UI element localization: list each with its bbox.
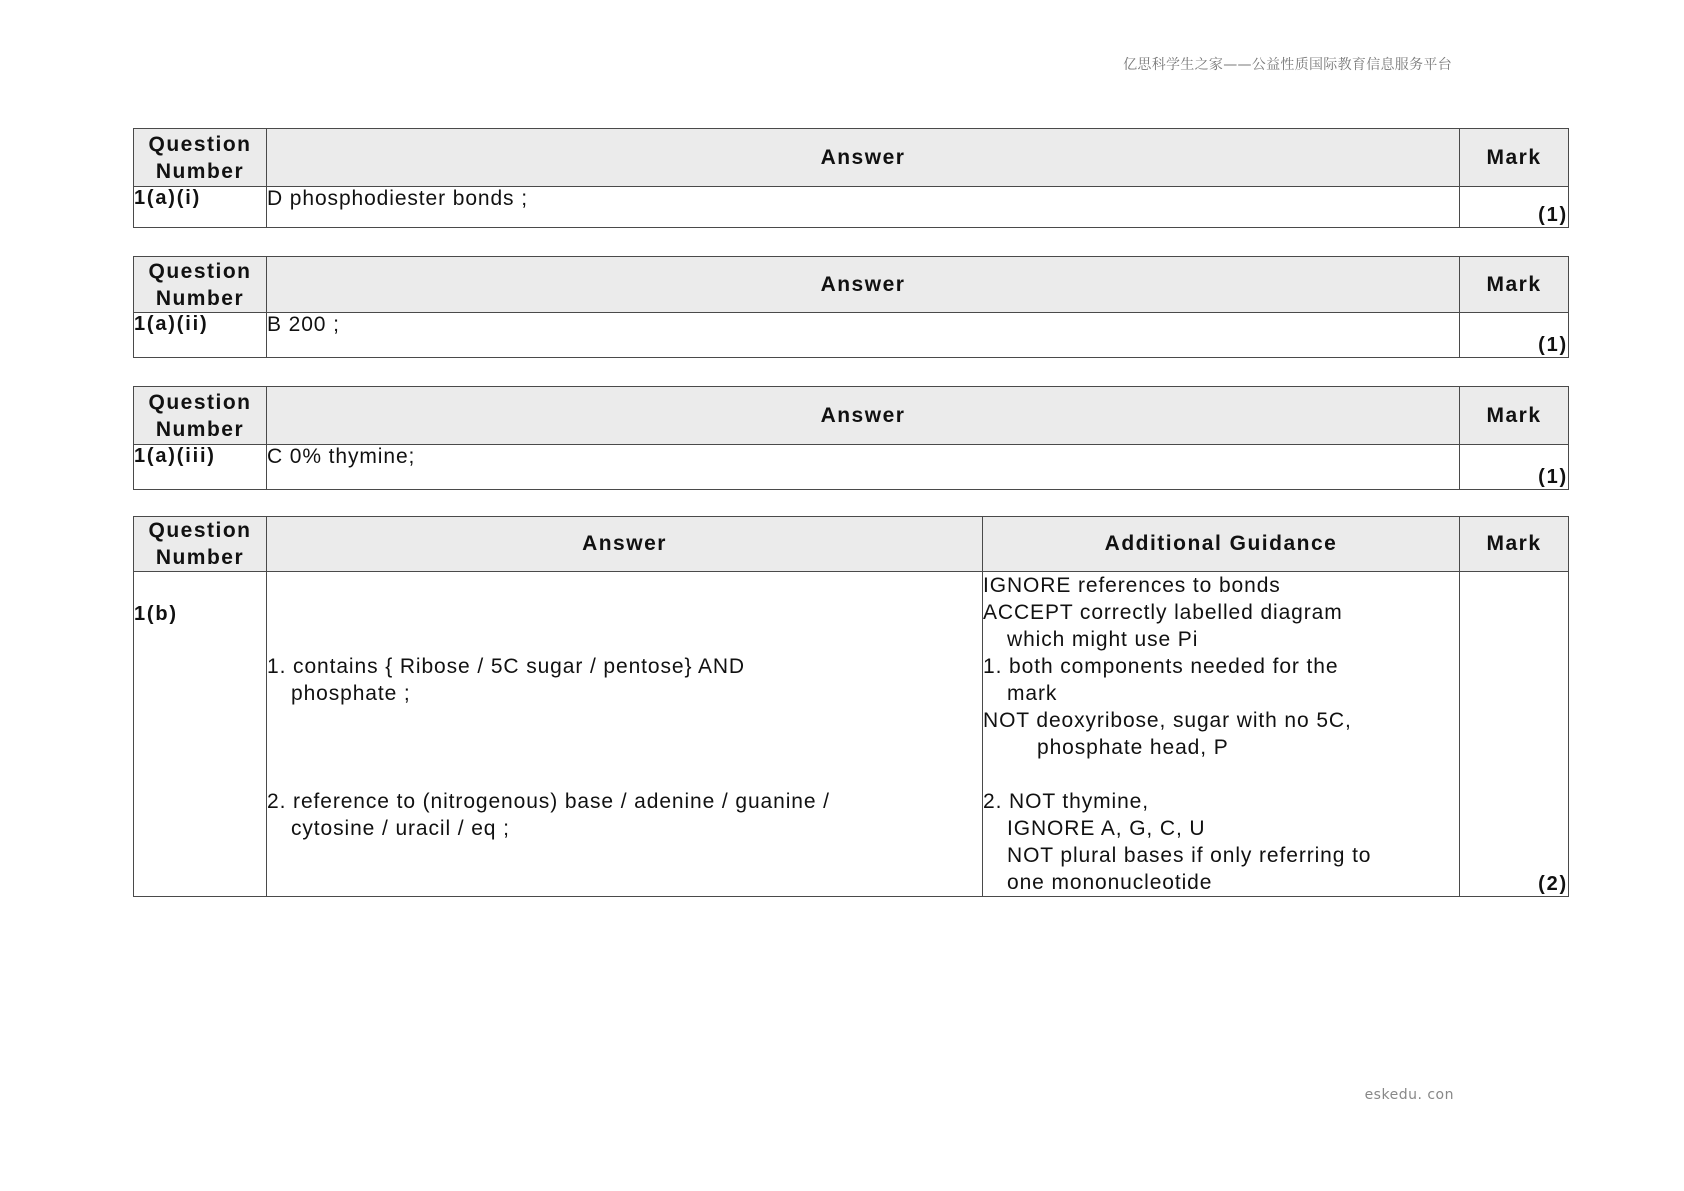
mark-value: (2) xyxy=(1460,572,1569,897)
answer-cell xyxy=(267,572,983,897)
answer-text: C 0% thymine; xyxy=(267,445,1460,490)
answer-point-2-cont: cytosine / uracil / eq ; xyxy=(291,817,510,840)
mark-value: (1) xyxy=(1460,187,1569,228)
question-number: 1(b) xyxy=(134,572,267,897)
guidance-line: NOT deoxyribose, sugar with no 5C, xyxy=(983,709,1352,732)
mark-scheme-table-1a-iii xyxy=(133,386,1569,490)
guidance-line: mark xyxy=(1007,682,1058,705)
question-number: 1(a)(iii) xyxy=(134,445,267,490)
guidance-line: which might use Pi xyxy=(1007,628,1199,651)
answer-point-1-cont: phosphate ; xyxy=(291,682,411,705)
question-number-header: Question Number xyxy=(134,129,267,187)
additional-guidance-cell xyxy=(983,572,1460,897)
guidance-line: 2. NOT thymine, xyxy=(983,790,1149,813)
question-number-header: Question Number xyxy=(134,517,267,572)
guidance-line: IGNORE references to bonds xyxy=(983,574,1281,597)
mark-header: Mark xyxy=(1460,517,1569,572)
question-number: 1(a)(i) xyxy=(134,187,267,228)
guidance-line: IGNORE A, G, C, U xyxy=(1007,817,1206,840)
mark-scheme-table-1b xyxy=(133,516,1569,897)
question-number-header: Question Number xyxy=(134,257,267,313)
additional-guidance-header: Additional Guidance xyxy=(983,517,1460,572)
answer-point-2: 2. reference to (nitrogenous) base / adenine / guanine / xyxy=(267,790,830,813)
answer-header: Answer xyxy=(267,257,1460,313)
guidance-line: NOT plural bases if only referring to xyxy=(1007,844,1372,867)
question-number-header: Question Number xyxy=(134,387,267,445)
guidance-line: 1. both components needed for the xyxy=(983,655,1339,678)
header-text: 亿思科学生之家——公益性质国际教育信息服务平台 xyxy=(1123,57,1452,73)
mark-header: Mark xyxy=(1460,387,1569,445)
guidance-line: ACCEPT correctly labelled diagram xyxy=(983,601,1343,624)
mark-header: Mark xyxy=(1460,257,1569,313)
guidance-line: phosphate head, P xyxy=(1037,736,1229,759)
answer-header: Answer xyxy=(267,129,1460,187)
answer-text: D phosphodiester bonds ; xyxy=(267,187,1460,228)
footer-text: eskedu. con xyxy=(1364,1087,1454,1103)
mark-header: Mark xyxy=(1460,129,1569,187)
answer-header: Answer xyxy=(267,387,1460,445)
guidance-line: one mononucleotide xyxy=(1007,871,1213,894)
mark-value: (1) xyxy=(1460,313,1569,358)
answer-text: B 200 ; xyxy=(267,313,1460,358)
mark-scheme-table-1a-ii xyxy=(133,256,1569,358)
mark-scheme-table-1a-i xyxy=(133,128,1569,228)
answer-point-1: 1. contains { Ribose / 5C sugar / pentose} AND xyxy=(267,655,745,678)
mark-value: (1) xyxy=(1460,445,1569,490)
question-number: 1(a)(ii) xyxy=(134,313,267,358)
answer-header: Answer xyxy=(267,517,983,572)
